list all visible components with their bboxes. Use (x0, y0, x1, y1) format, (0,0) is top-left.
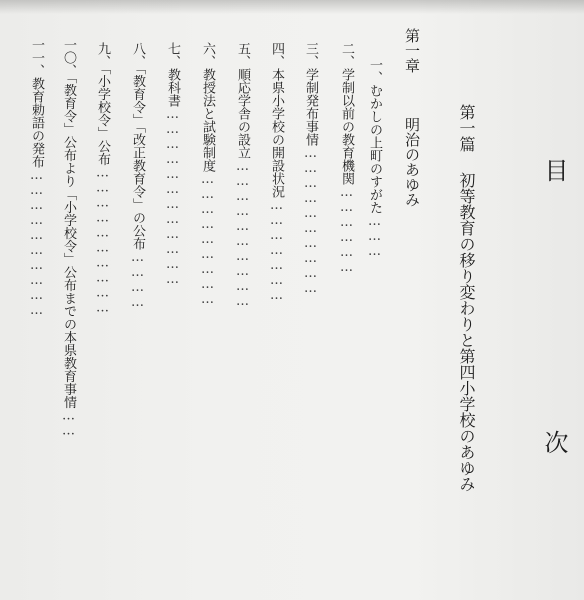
toc-entry: 七、教科書……………………………… (165, 42, 180, 287)
toc-entry: 三、学制発布事情………………………… (303, 42, 318, 296)
toc-entry: 六、教授法と試験制度……………………… (200, 42, 215, 307)
title-ji: 次 (540, 430, 568, 454)
part-heading (458, 104, 474, 492)
part-label: 第一篇 (457, 104, 476, 152)
page-shadow (0, 0, 584, 14)
toc-entry: 二、学制以前の教育機関……………… (339, 42, 354, 275)
toc-entry: 一〇、「教育令」公布より「小学校令」公布までの本県教育事情…… (61, 38, 76, 439)
toc-entry: 五、順応学舎の設立………………………… (235, 42, 250, 309)
title-moku: 目 (540, 158, 568, 182)
toc-entry: 一、むかしの上町のすがた……… (367, 58, 382, 259)
part-title: 初等教育の移り変わりと第四小学校のあゆみ (457, 172, 476, 492)
chapter-title: 明治のあゆみ (403, 117, 421, 207)
toc-entry: 九、「小学校令」公布………………………… (95, 42, 110, 316)
toc-entry: 四、本県小学校の開設状況………………… (269, 42, 284, 303)
toc-entry: 八、「教育令」「改正教育令」の公布………… (130, 42, 145, 310)
toc-entry: 一一、教育勅語の発布………………………… (29, 38, 44, 318)
chapter-label: 第一章 (403, 28, 421, 73)
chapter-heading (404, 28, 419, 207)
